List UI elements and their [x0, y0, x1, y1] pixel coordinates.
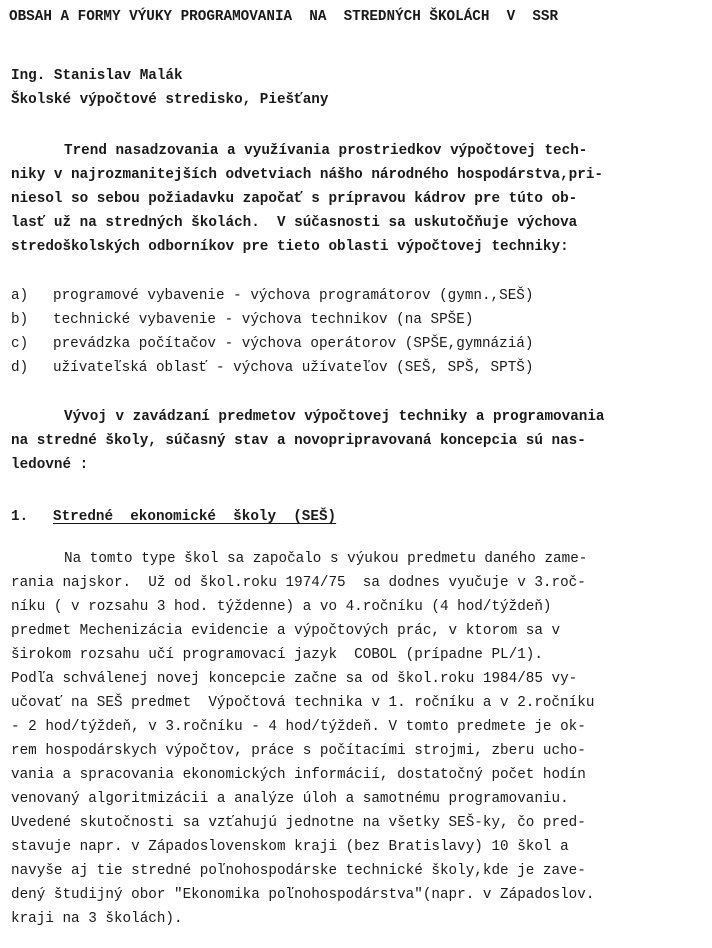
author-name: Ing. Stanislav Malák — [11, 68, 183, 84]
body-line: dený študijný obor "Ekonomika poľnohospodárstva"(napr. v Západoslov. — [11, 887, 595, 903]
section-number: 1. — [11, 509, 29, 525]
body-line: širokom rozsahu učí programovací jazyk COBOL (prípadne PL/1). — [11, 647, 543, 663]
section-heading: Stredné ekonomické školy (SEŠ) — [53, 509, 337, 525]
intro-line: niesol so sebou požiadavku započať s prípravou kádrov pre túto ob- — [11, 191, 578, 207]
list-item-marker: d) — [11, 360, 29, 376]
body-line: rania najskor. Už od škol.roku 1974/75 sa dodnes vyučuje v 3.roč- — [11, 575, 586, 591]
intro-line: lasť už na stredných školách. V súčasnosti sa uskutočňuje výchova — [11, 215, 578, 231]
list-item: technické vybavenie - výchova technikov (na SPŠE) — [53, 312, 474, 328]
body-line: Podľa schválenej novej koncepcie začne sa od škol.roku 1984/85 vy- — [11, 671, 578, 687]
body-line: navyše aj tie stredné poľnohospodárske technické školy,kde je zave- — [11, 863, 586, 879]
body-line: venovaný algoritmizácii a analýze úloh a samotnému programovaniu. — [11, 791, 569, 807]
author-affiliation: Školské výpočtové stredisko, Piešťany — [11, 92, 329, 108]
document-title: OBSAH A FORMY VÝUKY PROGRAMOVANIA NA STREDNÝCH ŠKOLÁCH V SSR — [9, 9, 559, 25]
body-line: predmet Mechenizácia evidencie a výpočtových prác, v ktorom sa v — [11, 623, 561, 639]
body-line: Na tomto type škol sa započalo s výukou predmetu daného zame- — [64, 551, 588, 567]
list-item-marker: c) — [11, 336, 29, 352]
body-line: vania a spracovania ekonomických informácií, dostatočný počet hodín — [11, 767, 586, 783]
body-line: - 2 hod/týždeň, v 3.ročníku - 4 hod/týždeň. V tomto predmete je ok- — [11, 719, 586, 735]
intro-line: Trend nasadzovania a využívania prostriedkov výpočtovej tech- — [64, 143, 588, 159]
body-line: Uvedené skutočnosti sa vzťahujú jednotne na všetky SEŠ-ky, čo pred- — [11, 815, 586, 831]
body-line: kraji na 3 školách). — [11, 911, 183, 927]
list-item-marker: a) — [11, 288, 29, 304]
intro-line: stredoškolských odborníkov pre tieto oblasti výpočtovej techniky: — [11, 239, 569, 255]
list-item: prevádzka počítačov - výchova operátorov (SPŠE,gymnáziá) — [53, 336, 534, 352]
body-line: stavuje napr. v Západoslovenskom kraji (bez Bratislavy) 10 škol a — [11, 839, 569, 855]
body-line: učovať na SEŠ predmet Výpočtová technika v 1. ročníku a v 2.ročníku — [11, 695, 595, 711]
list-item-marker: b) — [11, 312, 29, 328]
body-line: rem hospodárskych výpočtov, práce s počítacími strojmi, zberu ucho- — [11, 743, 586, 759]
list-item: užívateľská oblasť - výchova užívateľov (SEŠ, SPŠ, SPTŠ) — [53, 360, 534, 376]
paragraph-line: ledovné : — [11, 457, 89, 473]
paragraph-line: na stredné školy, súčasný stav a novopripravovaná koncepcia sú nas- — [11, 433, 586, 449]
intro-line: niky v najrozmanitejších odvetviach nášho národného hospodárstva,pri- — [11, 167, 603, 183]
paragraph-line: Vývoj v zavádzaní predmetov výpočtovej techniky a programovania — [64, 409, 605, 425]
body-line: níku ( v rozsahu 3 hod. týždenne) a vo 4.ročníku (4 hod/týždeň) — [11, 599, 552, 615]
list-item: programové vybavenie - výchova programátorov (gymn.,SEŠ) — [53, 288, 534, 304]
